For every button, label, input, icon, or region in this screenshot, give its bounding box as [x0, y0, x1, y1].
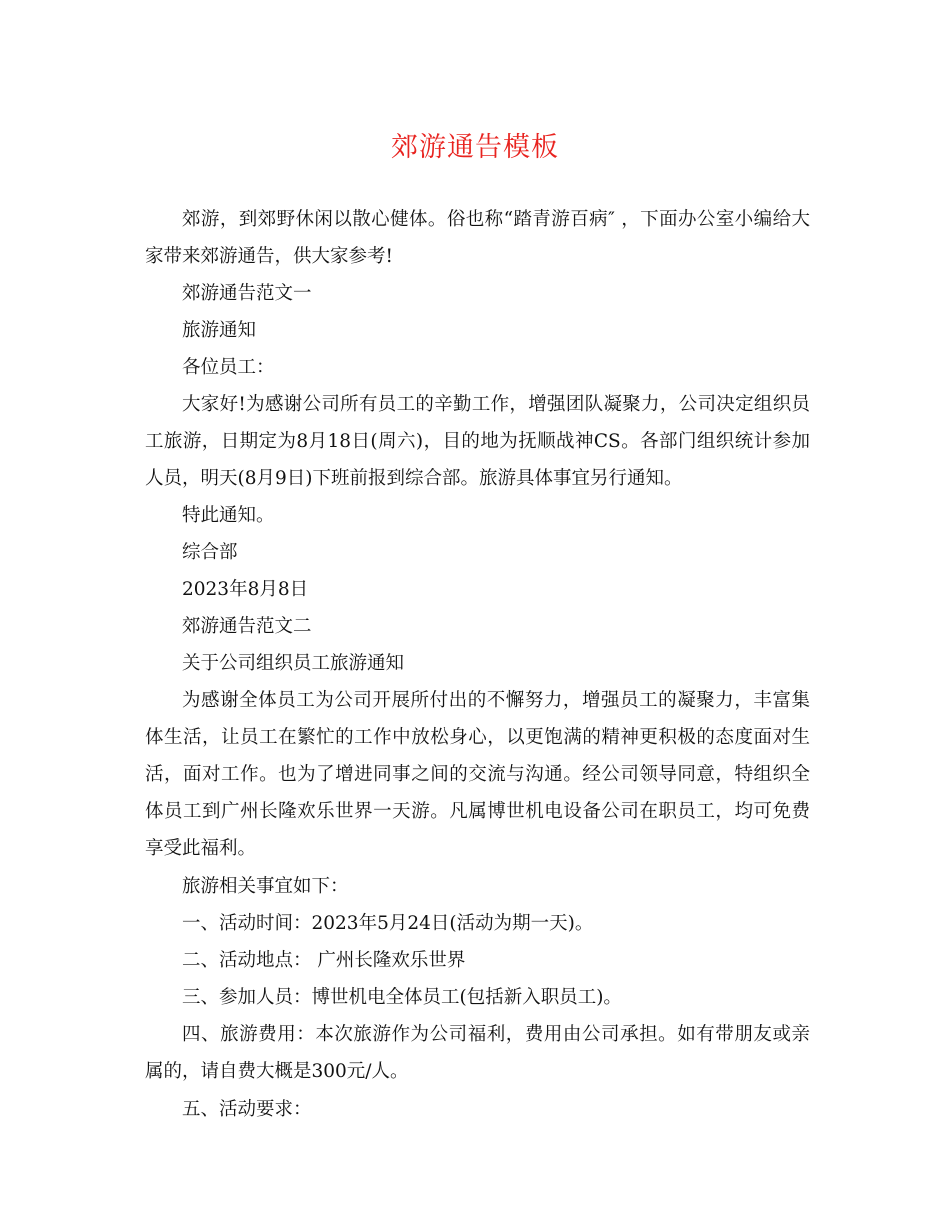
- detail-item-cost: 四、旅游费用：本次旅游作为公司福利，费用由公司承担。如有带朋友或亲属的，请自费大概是300元/人。: [145, 1024, 810, 1082]
- notice-title-two: 关于公司组织员工旅游通知: [182, 653, 405, 674]
- notice-body-one: 大家好!为感谢公司所有员工的辛勤工作，增强团队凝聚力，公司决定组织员工旅游，日期定为8月18日(周六)，目的地为抚顺战神CS。各部门组织统计参加人员，明天(8月9日)下班前报到综合部。旅游具体事宜另行通知。: [145, 394, 810, 489]
- issuing-department: 综合部: [182, 542, 238, 563]
- notice-body-two: 为感谢全体员工为公司开展所付出的不懈努力，增强员工的凝聚力，丰富集体生活，让员工在繁忙的工作中放松身心，以更饱满的精神更积极的态度面对生活，面对工作。也为了增进同事之间的交流与沟通。经公司领导同意，特组织全体员工到广州长隆欢乐世界一天游。凡属博世机电设备公司在职员工，均可免费享受此福利。: [145, 690, 810, 859]
- document-title: 郊游通告模板: [391, 132, 559, 163]
- details-heading: 旅游相关事宜如下：: [182, 876, 349, 897]
- detail-item-location: 二、活动地点： 广州长隆欢乐世界: [182, 950, 466, 971]
- closing-remark: 特此通知。: [182, 505, 275, 526]
- notice-title-one: 旅游通知: [182, 320, 257, 341]
- detail-item-participants: 三、参加人员：博世机电全体员工(包括新入职员工)。: [182, 987, 622, 1008]
- intro-paragraph: 郊游，到郊野休闲以散心健体。俗也称“踏青游百病″ ，下面办公室小编给大家带来郊游通告，供大家参考!: [145, 209, 810, 267]
- section-heading-sample-one: 郊游通告范文一: [182, 283, 312, 304]
- section-heading-sample-two: 郊游通告范文二: [182, 616, 312, 637]
- detail-item-time: 一、活动时间：2023年5月24日(活动为期一天)。: [182, 913, 594, 934]
- document-body: [145, 201, 810, 1128]
- salutation: 各位员工：: [182, 357, 275, 378]
- detail-item-requirements: 五、活动要求：: [182, 1099, 312, 1120]
- issue-date: 2023年8月8日: [182, 579, 309, 600]
